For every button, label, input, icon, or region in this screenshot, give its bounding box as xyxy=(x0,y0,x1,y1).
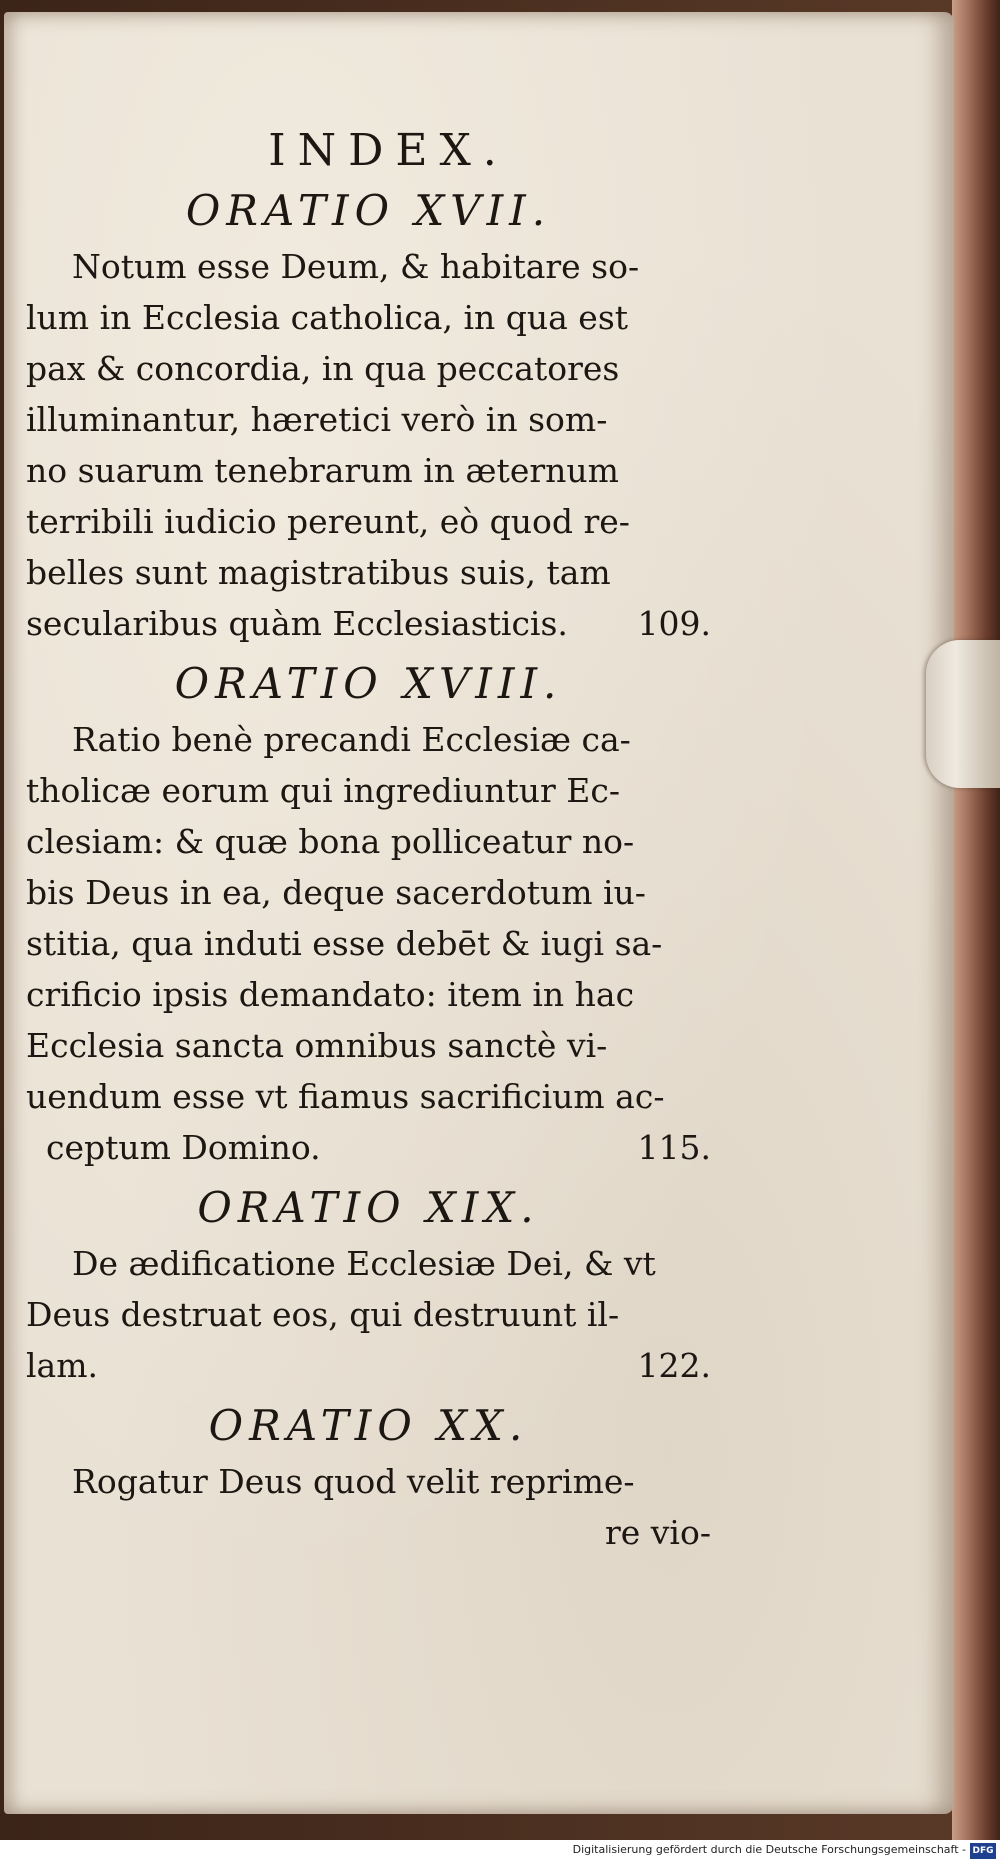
text-line: stitia, qua induti esse debēt & iugi sa- xyxy=(26,924,663,963)
section-entry xyxy=(26,1456,711,1558)
page-number: 115. xyxy=(637,1128,711,1167)
dfg-logo: DFG xyxy=(970,1843,996,1859)
book-edge xyxy=(952,0,1000,1840)
catchword: re vio- xyxy=(604,1513,711,1552)
section-heading: ORATIO XVIII. xyxy=(174,659,563,708)
section-entry xyxy=(26,714,711,1173)
page-number: 109. xyxy=(637,604,711,643)
text-line: clesiam: & quæ bona polliceatur no- xyxy=(26,822,635,861)
text-line: belles sunt magistratibus suis, tam xyxy=(26,553,611,592)
text-line: Ratio benè precandi Ecclesiæ ca- xyxy=(72,720,631,759)
text-line xyxy=(26,1122,711,1173)
section-entry xyxy=(26,1238,711,1391)
text-line: crificio ipsis demandato: item in hac xyxy=(26,975,635,1014)
text-line: lum in Ecclesia catholica, in qua est xyxy=(26,298,629,337)
text-line xyxy=(26,598,711,649)
text-line: pax & concordia, in qua peccatores xyxy=(26,349,620,388)
text-line: bis Deus in ea, deque sacerdotum iu- xyxy=(26,873,646,912)
section-heading: ORATIO XVII. xyxy=(185,186,552,235)
text-line: Rogatur Deus quod velit reprime- xyxy=(72,1462,635,1501)
text-line xyxy=(26,1340,711,1391)
text-line: Ecclesia sancta omnibus sanctè vi- xyxy=(26,1026,608,1065)
text-line: illuminantur, hæretici verò in som- xyxy=(26,400,608,439)
page-header: INDEX. xyxy=(268,125,509,176)
text-line: uendum esse vt fiamus sacrificium ac- xyxy=(26,1077,665,1116)
text-line: Notum esse Deum, & habitare so- xyxy=(72,247,640,286)
text-line: Deus destruat eos, qui destruunt il- xyxy=(26,1295,620,1334)
footer-bar xyxy=(0,1840,1000,1863)
footer-credit: Digitalisierung gefördert durch die Deutsche Forschungsgemeinschaft - xyxy=(572,1843,966,1856)
text-line-content: ceptum Domino. xyxy=(46,1128,321,1167)
section-entry xyxy=(26,241,711,649)
text-line-content: secularibus quàm Ecclesiasticis. xyxy=(26,604,568,643)
index-text xyxy=(26,125,711,1558)
text-line: tholicæ eorum qui ingrediuntur Ec- xyxy=(26,771,621,810)
text-line: De ædificatione Ecclesiæ Dei, & vt xyxy=(72,1244,656,1283)
page-number: 122. xyxy=(637,1346,711,1385)
section-heading: ORATIO XX. xyxy=(208,1401,529,1450)
text-line: no suarum tenebrarum in æternum xyxy=(26,451,619,490)
text-line-content: lam. xyxy=(26,1346,99,1385)
section-heading: ORATIO XIX. xyxy=(197,1183,540,1232)
book-clasp xyxy=(926,640,1000,788)
text-line: terribili iudicio pereunt, eò quod re- xyxy=(26,502,630,541)
